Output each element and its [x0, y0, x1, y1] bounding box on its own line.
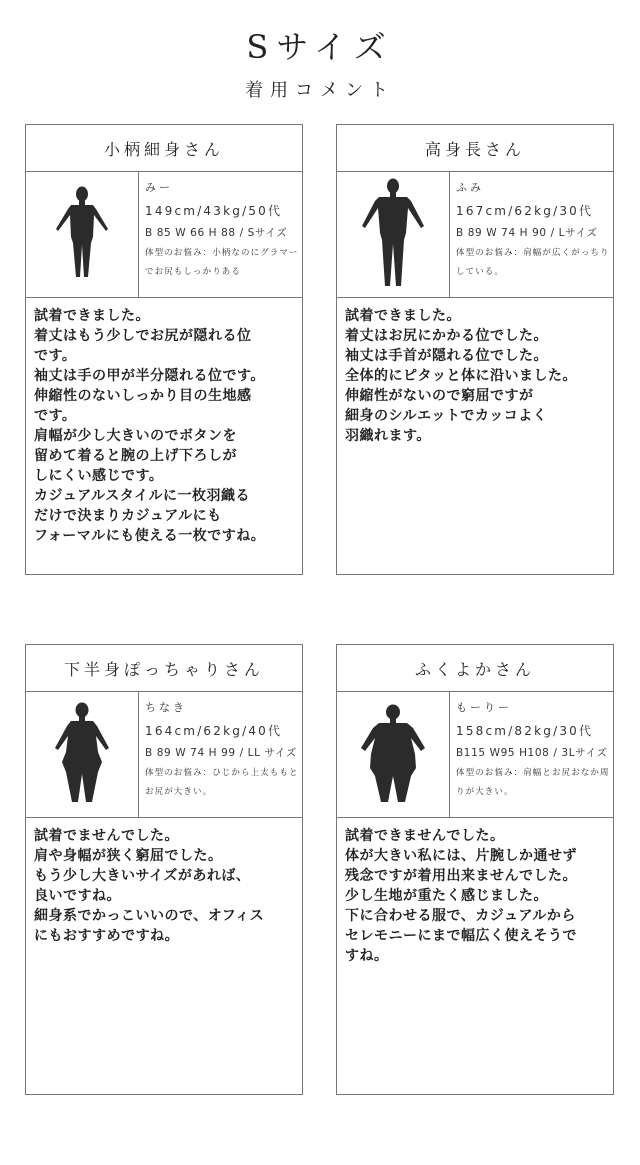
reviewer-stats: 164cm/62kg/40代: [145, 724, 283, 738]
comment-line: カジュアルスタイルに一枚羽織る: [34, 488, 250, 504]
comment-line: 袖丈は手首が隠れる位でした。: [345, 348, 548, 364]
card-heading: 小柄細身さん: [26, 125, 302, 172]
comment-line: 試着できました。: [34, 308, 150, 324]
reviewer-concern: 体型のお悩み：肩幅が広くがっちりしている。: [456, 248, 610, 277]
body-silhouette-icon: [47, 185, 117, 285]
reviewer-measurements: B 89 W 74 H 99 / LL サイズ: [145, 747, 297, 759]
comment-line: 袖丈は手の甲が半分隠れる位です。: [34, 368, 265, 384]
reviewer-name: みー: [145, 181, 173, 194]
reviewer-name: もーりー: [456, 701, 512, 714]
profile-info: [450, 692, 613, 817]
comment-line: 少し生地が重たく感じました。: [345, 888, 548, 904]
comment-line: 細身のシルエットでカッコよく: [345, 408, 548, 424]
comment-text: [337, 298, 613, 446]
reviewer-measurements: B 85 W 66 H 88 / Sサイズ: [145, 227, 288, 239]
comment-line: 体が大きい私には、片腕しか通せず: [345, 848, 577, 864]
profile-info: [139, 692, 302, 817]
comment-line: 着丈はお尻にかかる位でした。: [345, 328, 548, 344]
review-card-pear: [25, 644, 303, 1095]
comment-line: 伸縮性がないので窮屈ですが: [345, 388, 534, 404]
comment-line: 試着できませんでした。: [345, 828, 505, 844]
profile-info: [139, 172, 302, 297]
comment-text: [337, 818, 613, 966]
comment-line: 試着できました。: [345, 308, 461, 324]
review-card-petite: [25, 124, 303, 575]
comment-line: 細身系でかっこいいので、オフィス: [34, 908, 265, 924]
comment-line: 肩や身幅が狭く窮屈でした。: [34, 848, 223, 864]
comment-line: すね。: [345, 948, 389, 964]
reviewer-name: ちなき: [145, 701, 187, 714]
comment-line: 全体的にピタッと体に沿いました。: [345, 368, 577, 384]
comment-line: もう少し大きいサイズがあれば、: [34, 868, 251, 884]
comment-line: 試着でませんでした。: [34, 828, 179, 844]
profile-row: [337, 172, 613, 298]
comment-line: 羽織れます。: [345, 428, 431, 444]
comment-line: 肩幅が少し大きいのでボタンを: [34, 428, 237, 444]
reviewer-stats: 149cm/43kg/50代: [145, 204, 283, 218]
reviewer-concern: 体型のお悩み：ひじから上太ももとお尻が大きい。: [145, 768, 299, 797]
body-silhouette-icon: [355, 704, 431, 806]
page-subtitle: 着用コメント: [245, 80, 395, 101]
comment-line: 良いですね。: [34, 888, 121, 904]
comment-line: フォーマルにも使える一枚ですね。: [34, 528, 266, 544]
figure-cell: [26, 172, 139, 297]
reviewer-concern: 体型のお悩み：小柄なのにグラマーでお尻もしっかりある: [145, 248, 299, 277]
reviewer-concern: 体型のお悩み：肩幅とお尻おなか周りが大きい。: [456, 768, 610, 797]
comment-line: です。: [34, 408, 77, 424]
review-card-tall: [336, 124, 614, 575]
body-silhouette-icon: [358, 178, 428, 292]
comment-line: 残念ですが着用出来ませんでした。: [345, 868, 577, 884]
figure-cell: [337, 172, 450, 297]
comment-line: だけで決まりカジュアルにも: [34, 508, 222, 524]
comment-text: [26, 298, 302, 546]
comment-line: にもおすすめですね。: [34, 928, 180, 944]
comment-line: しにくい感じです。: [34, 468, 164, 484]
profile-row: [26, 692, 302, 818]
card-heading: 高身長さん: [337, 125, 613, 172]
reviewer-stats: 167cm/62kg/30代: [456, 204, 594, 218]
review-card-plump: [336, 644, 614, 1095]
comment-line: セレモニーにまで幅広く使えそうで: [345, 928, 577, 944]
profile-row: [337, 692, 613, 818]
comment-line: 留めて着ると腕の上げ下ろしが: [34, 448, 237, 464]
comment-text: [26, 818, 302, 946]
profile-row: [26, 172, 302, 298]
figure-cell: [337, 692, 450, 817]
reviewer-measurements: B115 W95 H108 / 3Lサイズ: [456, 747, 608, 759]
card-heading: 下半身ぽっちゃりさん: [26, 645, 302, 692]
reviewer-measurements: B 89 W 74 H 90 / Lサイズ: [456, 227, 598, 239]
comment-line: です。: [34, 348, 77, 364]
card-heading: ふくよかさん: [337, 645, 613, 692]
comment-line: 下に合わせる服で、カジュアルから: [345, 908, 576, 924]
comment-line: 伸縮性のないしっかり目の生地感: [34, 388, 252, 404]
figure-cell: [26, 692, 139, 817]
body-silhouette-icon: [46, 702, 118, 808]
reviewer-stats: 158cm/82kg/30代: [456, 724, 594, 738]
reviewer-name: ふみ: [456, 181, 484, 194]
profile-info: [450, 172, 613, 297]
page-title: Sサイズ: [246, 28, 394, 66]
comment-line: 着丈はもう少しでお尻が隠れる位: [34, 328, 252, 344]
